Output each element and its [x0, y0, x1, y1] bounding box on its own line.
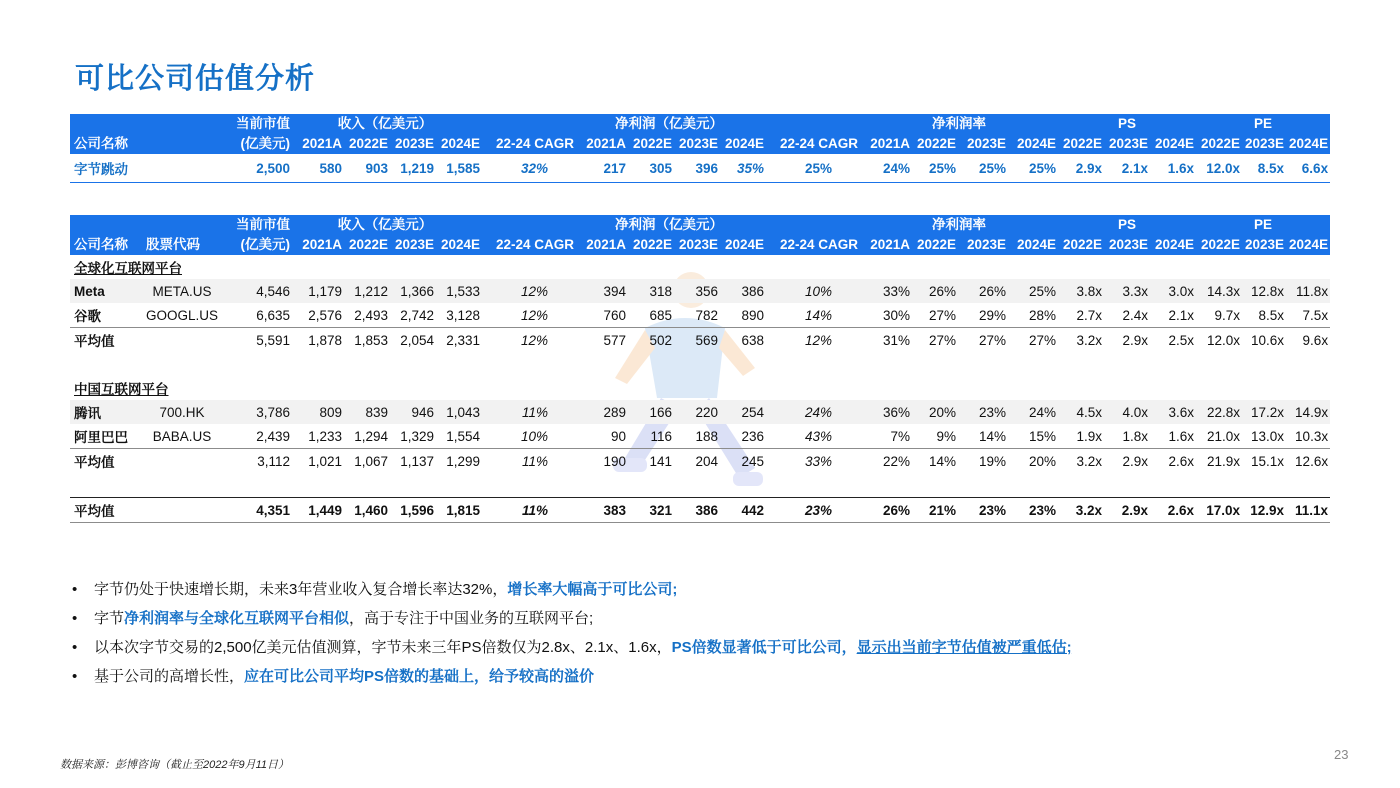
key-takeaways — [72, 578, 1072, 694]
revenue-cell: 1,329 — [400, 428, 434, 444]
revenue-cell: 3,128 — [446, 307, 480, 323]
empty-cell — [142, 498, 222, 523]
revenue-cell: 1,233 — [308, 428, 342, 444]
ps-cell: 4.5x — [1058, 400, 1104, 424]
year-header: 2021A — [860, 235, 912, 255]
year-header: 2023E — [1242, 134, 1286, 154]
ticker-cell: GOOGL.US — [145, 307, 218, 323]
revenue-cell: 2,331 — [436, 328, 482, 353]
ps-cell: 2.5x — [1150, 328, 1196, 353]
year-header: 2022E — [1058, 134, 1104, 154]
mktcap-cell: 4,351 — [222, 498, 292, 523]
net-margin-cell: 20% — [1008, 449, 1058, 474]
comparables-table — [70, 215, 1330, 523]
net-income-cell: 254 — [720, 400, 766, 424]
revenue-cell: 1,533 — [436, 279, 482, 303]
pe-cell: 7.5x — [1302, 307, 1329, 323]
net-income-cell: 305 — [628, 154, 674, 183]
header-row-1 — [70, 215, 1330, 235]
net-income-cagr-cell: 12% — [766, 328, 860, 353]
revenue-cagr-cell: 11% — [482, 449, 576, 474]
net-income-group-header: 净利润（亿美元） — [576, 114, 860, 134]
revenue-cell: 2,576 — [308, 307, 342, 323]
revenue-cell: 809 — [292, 400, 344, 424]
revenue-cell: 2,742 — [400, 307, 434, 323]
cagr-header: 22-24 CAGR — [766, 235, 860, 255]
year-header: 2023E — [1242, 235, 1286, 255]
net-margin-cell: 27% — [928, 307, 957, 323]
ps-cell: 3.2x — [1058, 498, 1104, 523]
net-margin-cell: 21% — [912, 498, 958, 523]
net-income-cell: 90 — [610, 428, 627, 444]
pe-group-header: PE — [1196, 215, 1330, 235]
table-row — [70, 424, 1330, 449]
revenue-cell: 1,449 — [292, 498, 344, 523]
year-header: 2021A — [292, 235, 344, 255]
net-income-cell: 890 — [741, 307, 765, 323]
net-income-cagr-cell: 24% — [766, 400, 860, 424]
company-name: 平均值 — [70, 449, 142, 474]
pe-cell: 12.0x — [1196, 328, 1242, 353]
net-income-cell: 383 — [576, 498, 628, 523]
net-margin-cell: 24% — [1008, 400, 1058, 424]
revenue-cell: 2,493 — [354, 307, 388, 323]
net-margin-cell: 25% — [1008, 154, 1058, 183]
ps-cell: 2.9x — [1104, 498, 1150, 523]
header-row-2 — [70, 235, 1330, 255]
table-row — [70, 449, 1330, 474]
ps-group-header: PS — [1058, 215, 1196, 235]
mktcap-cell: 3,112 — [222, 449, 292, 474]
ps-cell: 2.9x — [1104, 449, 1150, 474]
ps-cell: 2.1x — [1104, 154, 1150, 183]
spacer-row — [70, 352, 1330, 376]
net-income-cell: 569 — [674, 328, 720, 353]
net-income-cell: 394 — [576, 279, 628, 303]
pe-cell: 22.8x — [1196, 400, 1242, 424]
table-row — [70, 328, 1330, 353]
net-margin-group-header: 净利润率 — [860, 114, 1058, 134]
year-header: 2023E — [1104, 134, 1150, 154]
bullet-text: 以本次字节交易的2,500亿美元估值测算，字节未来三年PS倍数仅为2.8x、2.1x、1.6x， — [94, 639, 672, 656]
year-header: 2023E — [674, 235, 720, 255]
revenue-cell: 1,137 — [390, 449, 436, 474]
empty-cell — [142, 449, 222, 474]
net-margin-cell: 36% — [860, 400, 912, 424]
company-name: 谷歌 — [74, 309, 101, 324]
bullet-text: ，高于专注于中国业务的互联网平台; — [349, 610, 594, 627]
revenue-cell: 1,878 — [292, 328, 344, 353]
net-margin-cell: 26% — [912, 279, 958, 303]
year-header: 2024E — [436, 134, 482, 154]
company-name: 阿里巴巴 — [74, 430, 128, 445]
pe-cell: 11.8x — [1286, 279, 1330, 303]
net-income-cell: 116 — [650, 428, 673, 444]
company-name: 腾讯 — [70, 400, 142, 424]
revenue-group-header: 收入（亿美元） — [292, 215, 576, 235]
net-margin-cell: 9% — [936, 428, 957, 444]
ps-cell: 2.4x — [1122, 307, 1149, 323]
revenue-cell: 1,853 — [344, 328, 390, 353]
company-name: Meta — [70, 279, 142, 303]
revenue-cagr-cell: 12% — [520, 307, 549, 323]
net-margin-cell: 19% — [958, 449, 1008, 474]
header-row-1 — [70, 114, 1330, 134]
net-margin-cell: 14% — [912, 449, 958, 474]
year-header: 2022E — [628, 235, 674, 255]
ps-cell: 2.1x — [1168, 307, 1195, 323]
year-header: 2022E — [912, 134, 958, 154]
year-header: 2023E — [958, 134, 1008, 154]
header-row-2 — [70, 134, 1330, 154]
year-header: 2024E — [1008, 134, 1058, 154]
mktcap-cell: 2,500 — [222, 154, 292, 183]
net-income-cell: 289 — [576, 400, 628, 424]
bullet-highlight-underlined: 显示出当前字节估值被严重低估; — [856, 639, 1072, 656]
year-header: 2023E — [390, 235, 436, 255]
net-margin-cell: 27% — [912, 328, 958, 353]
net-margin-cell: 24% — [860, 154, 912, 183]
company-name-header: 公司名称 — [70, 134, 222, 154]
year-header: 2022E — [344, 134, 390, 154]
net-income-cell: 356 — [674, 279, 720, 303]
ps-cell: 1.9x — [1076, 428, 1103, 444]
pe-cell: 12.9x — [1242, 498, 1286, 523]
mktcap-unit-header: (亿美元) — [222, 134, 292, 154]
bullet-marker: • — [72, 668, 78, 685]
ps-cell: 2.6x — [1150, 449, 1196, 474]
net-income-cell: 220 — [674, 400, 720, 424]
net-margin-cell: 7% — [890, 428, 911, 444]
revenue-cagr-cell: 11% — [482, 400, 576, 424]
pe-cell: 12.0x — [1196, 154, 1242, 183]
year-header: 2024E — [1150, 235, 1196, 255]
revenue-cell: 1,219 — [390, 154, 436, 183]
comparables-body — [70, 255, 1330, 523]
ps-cell: 1.6x — [1150, 154, 1196, 183]
net-income-cell: 502 — [628, 328, 674, 353]
year-header: 2024E — [1286, 134, 1330, 154]
net-margin-cell: 27% — [958, 328, 1008, 353]
ps-cell: 2.9x — [1058, 154, 1104, 183]
empty-cell — [70, 473, 1330, 498]
company-name-header: 公司名称 — [70, 235, 142, 255]
revenue-cell: 1,179 — [292, 279, 344, 303]
year-header: 2021A — [576, 235, 628, 255]
pe-cell: 21.0x — [1207, 428, 1241, 444]
net-margin-cell: 26% — [958, 279, 1008, 303]
net-margin-cell: 27% — [1008, 328, 1058, 353]
net-income-cagr-cell: 43% — [804, 428, 833, 444]
year-header: 2024E — [436, 235, 482, 255]
pe-cell: 21.9x — [1196, 449, 1242, 474]
net-income-cell: 245 — [720, 449, 766, 474]
ps-cell: 2.9x — [1104, 328, 1150, 353]
net-income-cell: 166 — [628, 400, 674, 424]
mktcap-unit-header: (亿美元) — [222, 235, 292, 255]
year-header: 2021A — [576, 134, 628, 154]
ps-cell: 3.3x — [1104, 279, 1150, 303]
company-name: 字节跳动 — [70, 154, 222, 183]
revenue-cell: 839 — [344, 400, 390, 424]
ps-cell: 4.0x — [1104, 400, 1150, 424]
ps-cell: 3.2x — [1058, 328, 1104, 353]
table-row — [70, 303, 1330, 328]
revenue-cagr-cell: 10% — [520, 428, 549, 444]
net-margin-cell: 20% — [912, 400, 958, 424]
net-margin-cell: 26% — [860, 498, 912, 523]
revenue-cell: 1,554 — [446, 428, 480, 444]
pe-cell: 11.1x — [1286, 498, 1330, 523]
net-income-cagr-cell: 14% — [804, 307, 833, 323]
year-header: 2022E — [1058, 235, 1104, 255]
net-income-cell: 685 — [649, 307, 673, 323]
net-income-cell: 386 — [674, 498, 720, 523]
net-income-cell: 141 — [628, 449, 674, 474]
page-title: 可比公司估值分析 — [75, 63, 316, 95]
net-margin-cell: 33% — [860, 279, 912, 303]
ps-cell: 3.8x — [1058, 279, 1104, 303]
revenue-cagr-cell: 12% — [482, 328, 576, 353]
net-margin-cell: 23% — [958, 400, 1008, 424]
net-income-cell: 386 — [720, 279, 766, 303]
year-header: 2022E — [628, 134, 674, 154]
year-header: 2022E — [344, 235, 390, 255]
revenue-cell: 1,294 — [354, 428, 388, 444]
data-source-note: 数据来源：彭博咨询（截止至2022年9月11日） — [60, 759, 290, 771]
net-margin-cell: 29% — [978, 307, 1007, 323]
ps-cell: 1.8x — [1122, 428, 1149, 444]
pe-cell: 15.1x — [1242, 449, 1286, 474]
pe-cell: 9.7x — [1214, 307, 1241, 323]
bullet-item — [72, 607, 1072, 636]
bullet-marker: • — [72, 581, 78, 598]
net-income-cagr-cell: 23% — [766, 498, 860, 523]
net-margin-cell: 23% — [1008, 498, 1058, 523]
pe-group-header: PE — [1196, 114, 1330, 134]
ps-group-header: PS — [1058, 114, 1196, 134]
revenue-cell: 580 — [292, 154, 344, 183]
revenue-cell: 2,054 — [390, 328, 436, 353]
year-header: 2023E — [958, 235, 1008, 255]
bullet-item — [72, 636, 1072, 665]
ps-cell: 3.6x — [1150, 400, 1196, 424]
net-margin-cell: 25% — [958, 154, 1008, 183]
empty-cell — [142, 328, 222, 353]
year-header: 2021A — [292, 134, 344, 154]
table-row — [70, 498, 1330, 523]
revenue-cell: 1,815 — [436, 498, 482, 523]
year-header: 2023E — [674, 134, 720, 154]
revenue-cell: 1,043 — [436, 400, 482, 424]
ps-cell: 2.6x — [1150, 498, 1196, 523]
ticker-cell: META.US — [142, 279, 222, 303]
mktcap-cell: 3,786 — [222, 400, 292, 424]
net-income-cell: 204 — [674, 449, 720, 474]
bullet-highlight: 增长率大幅高于可比公司; — [507, 581, 678, 598]
table-row — [70, 400, 1330, 424]
pe-cell: 12.8x — [1242, 279, 1286, 303]
pe-cell: 12.6x — [1286, 449, 1330, 474]
pe-cell: 14.9x — [1286, 400, 1330, 424]
ps-cell: 1.6x — [1168, 428, 1195, 444]
cagr-header: 22-24 CAGR — [482, 134, 576, 154]
mktcap-header: 当前市值 — [222, 114, 292, 134]
ps-cell: 3.0x — [1150, 279, 1196, 303]
revenue-cagr-cell: 11% — [482, 498, 576, 523]
pe-cell: 17.2x — [1242, 400, 1286, 424]
net-income-cell: 577 — [576, 328, 628, 353]
revenue-cell: 946 — [390, 400, 436, 424]
revenue-cell: 1,067 — [344, 449, 390, 474]
year-header: 2022E — [912, 235, 958, 255]
revenue-cell: 1,299 — [436, 449, 482, 474]
bullet-marker: • — [72, 639, 78, 656]
empty-cell — [292, 255, 1330, 279]
net-income-cagr-cell: 25% — [766, 154, 860, 183]
year-header: 2024E — [720, 235, 766, 255]
revenue-cagr-cell: 12% — [482, 279, 576, 303]
net-income-cagr-cell: 10% — [766, 279, 860, 303]
pe-cell: 14.3x — [1196, 279, 1242, 303]
empty-cell — [292, 376, 1330, 400]
revenue-cell: 1,212 — [344, 279, 390, 303]
year-header: 2022E — [1196, 235, 1242, 255]
net-income-cell: 217 — [576, 154, 628, 183]
net-income-cell: 35% — [720, 154, 766, 183]
pe-cell: 8.5x — [1258, 307, 1285, 323]
year-header: 2024E — [1150, 134, 1196, 154]
mktcap-header: 当前市值 — [222, 215, 292, 235]
net-margin-cell: 23% — [958, 498, 1008, 523]
year-header: 2024E — [1008, 235, 1058, 255]
pe-cell: 13.0x — [1251, 428, 1285, 444]
pe-cell: 6.6x — [1286, 154, 1330, 183]
bullet-highlight: PS倍数显著低于可比公司， — [671, 639, 857, 656]
year-header: 2024E — [720, 134, 766, 154]
page-number: 23 — [1334, 747, 1349, 762]
revenue-group-header: 收入（亿美元） — [292, 114, 576, 134]
bullet-text: 基于公司的高增长性， — [94, 668, 245, 685]
revenue-cell: 1,366 — [390, 279, 436, 303]
revenue-cell: 903 — [344, 154, 390, 183]
bullet-item — [72, 665, 1072, 694]
bullet-item — [72, 578, 1072, 607]
net-margin-cell: 30% — [882, 307, 911, 323]
net-income-cell: 190 — [576, 449, 628, 474]
cagr-header: 22-24 CAGR — [766, 134, 860, 154]
net-income-cell: 442 — [720, 498, 766, 523]
pe-cell: 17.0x — [1196, 498, 1242, 523]
net-income-cell: 318 — [628, 279, 674, 303]
cagr-header: 22-24 CAGR — [482, 235, 576, 255]
pe-cell: 10.3x — [1295, 428, 1329, 444]
pe-cell: 9.6x — [1286, 328, 1330, 353]
year-header: 2022E — [1196, 134, 1242, 154]
net-margin-cell: 31% — [860, 328, 912, 353]
net-margin-cell: 28% — [1028, 307, 1057, 323]
net-income-cagr-cell: 33% — [766, 449, 860, 474]
company-name: 平均值 — [70, 498, 142, 523]
year-header: 2024E — [1286, 235, 1330, 255]
bytedance-table — [70, 114, 1330, 183]
bytedance-row — [70, 154, 1330, 183]
section-header-row — [70, 376, 1330, 400]
section-label: 全球化互联网平台 — [74, 261, 182, 276]
ps-cell: 2.7x — [1076, 307, 1103, 323]
year-header: 2021A — [860, 134, 912, 154]
bullet-text: 字节 — [94, 610, 125, 627]
net-income-cell: 236 — [741, 428, 765, 444]
net-income-cell: 760 — [603, 307, 627, 323]
net-income-group-header: 净利润（亿美元） — [576, 215, 860, 235]
year-header: 2023E — [390, 134, 436, 154]
net-income-cell: 396 — [674, 154, 720, 183]
net-income-cell: 188 — [695, 428, 719, 444]
mktcap-cell: 2,439 — [256, 428, 290, 444]
mktcap-cell: 5,591 — [222, 328, 292, 353]
pe-cell: 10.6x — [1242, 328, 1286, 353]
empty-cell — [70, 352, 1330, 376]
year-header: 2023E — [1104, 235, 1150, 255]
mktcap-cell: 4,546 — [222, 279, 292, 303]
spacer-row — [70, 473, 1330, 498]
net-margin-cell: 22% — [860, 449, 912, 474]
bullet-marker: • — [72, 610, 78, 627]
net-margin-cell: 15% — [1028, 428, 1057, 444]
section-label: 中国互联网平台 — [74, 382, 169, 397]
ps-cell: 3.2x — [1058, 449, 1104, 474]
net-margin-group-header: 净利润率 — [860, 215, 1058, 235]
net-income-cell: 638 — [720, 328, 766, 353]
net-margin-cell: 25% — [1008, 279, 1058, 303]
ticker-cell: BABA.US — [152, 428, 212, 444]
bullet-highlight: 净利润率与全球化互联网平台相似 — [124, 610, 350, 627]
pe-cell: 8.5x — [1242, 154, 1286, 183]
section-header-row — [70, 255, 1330, 279]
revenue-cell: 1,021 — [292, 449, 344, 474]
ticker-header: 股票代码 — [142, 235, 222, 255]
mktcap-cell: 6,635 — [256, 307, 290, 323]
net-margin-cell: 14% — [978, 428, 1007, 444]
revenue-cell: 1,460 — [344, 498, 390, 523]
net-income-cell: 782 — [695, 307, 719, 323]
bullet-highlight: 应在可比公司平均PS倍数的基础上，给予较高的溢价 — [244, 668, 595, 685]
revenue-cagr-cell: 32% — [482, 154, 576, 183]
net-income-cell: 321 — [628, 498, 674, 523]
revenue-cell: 1,596 — [390, 498, 436, 523]
bullet-text: 字节仍处于快速增长期，未来3年营业收入复合增长率达32%， — [94, 581, 508, 598]
table-row — [70, 279, 1330, 303]
ticker-cell: 700.HK — [142, 400, 222, 424]
net-margin-cell: 25% — [912, 154, 958, 183]
revenue-cell: 1,585 — [436, 154, 482, 183]
company-name: 平均值 — [70, 328, 142, 353]
